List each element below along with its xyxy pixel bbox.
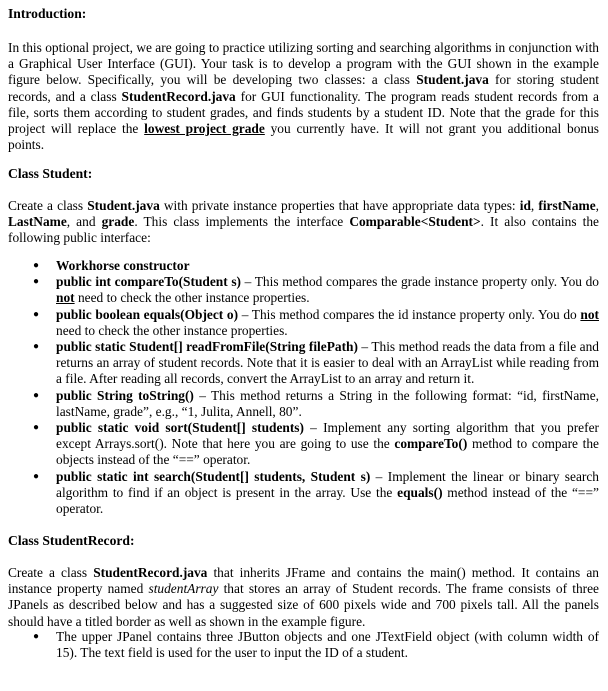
intro-lowest-grade: lowest project grade [144,121,265,137]
student-text-9: , and [66,214,102,230]
intro-text-5: for GUI functionality. The program reads student records from a file, sorts them according to student grades, and finds students by a student ID. Note that the grade for this project will replace the [8,88,600,137]
list-item [8,388,599,420]
student-text-2: Student.java [87,198,160,213]
item-text: – Implement the linear or binary search algorithm to find if an object is present in the array. Use the [56,468,599,500]
record-text-1: Create a class [8,565,94,580]
intro-text-7: you currently have. It will not grant you additional bonus points. [8,121,599,153]
item-emphasis: not [580,306,599,322]
student-paragraph [8,198,599,247]
item-emphasis: not [56,290,75,306]
bullet-icon: ● [33,276,40,288]
intro-paragraph [8,40,599,153]
record-text-5: that stores an array of Student records. The frame consists of three JPanels as described below and has a suggested size of 600 pixels wide and 700 pixels tall. All the panels should have a titled border as well as shown in the example figure. [8,581,599,629]
intro-text-1: In this optional project, we are going to practice utilizing sorting and searching algorithms in conjunction with a Graphical User Interface (GUI). Your task is to develop a program with the GUI shown in the example figure below. Specifically, you will be developing two classes: a class [8,40,599,88]
bullet-icon: ● [33,422,40,434]
student-text-5: , [530,198,539,213]
item-text: method to compare the objects instead of the “==” operator. [56,436,599,468]
item-bold: public boolean equals(Object o) [56,306,239,322]
item-text: – Implement any sorting algorithm that you prefer except Arrays.sort(). Note that here you are going to use the [56,420,599,452]
item-text: – This method compares the id instance property only. You do [238,306,581,322]
student-text-7: , [595,198,599,213]
intro-text-3: for storing student records, and a class [8,72,599,104]
student-text-1: Create a class [8,198,88,213]
item-text: – This method compares the grade instance property only. You do [241,274,599,290]
bullet-icon: ● [33,631,40,642]
item-bold: public static Student[] readFromFile(String filePath) [56,339,358,355]
bullet-icon: ● [33,308,40,320]
intro-heading: Introduction: [8,6,87,21]
student-heading: Class Student: [8,166,93,181]
list-item [8,307,599,339]
student-text-8: LastName [8,214,67,230]
item-text: The upper JPanel contains three JButton objects and one JTextField object (with column width of 15). The text field is used for the user to input the ID of a student. [56,629,599,661]
item-bold: Workhorse constructor [56,258,190,273]
studentrecord-paragraph [8,565,599,630]
record-text-2: StudentRecord.java [93,565,208,580]
list-item [8,629,599,661]
list-item [8,420,599,469]
item-bold: public String toString() [56,387,194,403]
list-item [8,274,599,306]
list-item [8,339,599,388]
record-text-4: studentArray [148,581,219,597]
student-text-13: . It also contains the following public interface: [8,214,599,246]
student-text-11: . This class implements the interface [134,214,350,230]
item-text: need to check the other instance properties. [74,290,310,306]
studentrecord-heading: Class StudentRecord: [8,533,135,548]
list-item [8,469,599,518]
record-text-3: that inherits JFrame and contains the main() method. It contains an instance property named [8,565,599,597]
item-text: – This method reads the data from a file and returns an array of student records. Note that it is easier to deal with an ArrayList while reading from a file. After reading all records, convert the ArrayList to an array and return it. [56,339,600,387]
item-bold: public static void sort(Student[] students) [56,420,304,436]
list-item [8,258,599,274]
item-bold: public static int search(Student[] students, Student s) [56,468,371,484]
intro-studentrecord-java: StudentRecord.java [121,88,236,104]
intro-student-java: Student.java [416,72,489,88]
item-emphasis: compareTo() [394,436,468,452]
bullet-icon: ● [33,470,40,482]
bullet-icon: ● [33,341,40,353]
item-text: – This method returns a String in the following format: “id, firstName, lastName, grade”, e.g., “1, Julita, Annell, 80”. [56,387,599,419]
bullet-icon: ● [33,389,40,401]
item-text: need to check the other instance properties. [56,322,288,338]
item-text: method instead of the “==” operator. [56,484,599,517]
student-text-12: Comparable<Student> [349,214,481,230]
student-text-4: id [519,198,531,213]
bullet-icon: ● [33,260,40,271]
student-interface-list [8,258,599,517]
student-text-6: firstName [538,198,596,213]
student-text-3: with private instance properties that have appropriate data types: [159,198,520,213]
item-bold: public int compareTo(Student s) [56,274,242,290]
item-emphasis: equals() [397,484,443,500]
studentrecord-panel-list [8,629,599,661]
student-text-10: grade [101,214,135,230]
